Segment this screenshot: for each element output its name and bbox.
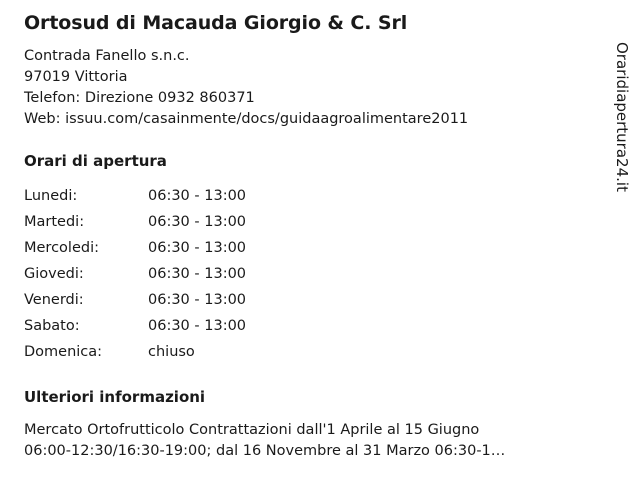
street-address: Contrada Fanello s.n.c.: [24, 48, 190, 64]
table-row: [24, 212, 348, 238]
site-brand-vertical: [606, 0, 634, 480]
day-label: Mercoledi:: [24, 240, 99, 256]
site-brand-label: Oraridiapertura24.it: [613, 42, 631, 192]
day-hours: 06:30 - 13:00: [148, 292, 247, 308]
day-label: Giovedi:: [24, 266, 84, 282]
opening-hours-heading: Orari di apertura: [24, 152, 167, 170]
day-hours: 06:30 - 13:00: [148, 240, 247, 256]
day-label: Martedi:: [24, 214, 85, 230]
day-label: Venerdi:: [24, 292, 84, 308]
table-row: [24, 186, 348, 212]
table-row: [24, 342, 348, 368]
day-hours: 06:30 - 13:00: [148, 188, 247, 204]
extra-info-line-1: Mercato Ortofrutticolo Contrattazioni dall'1 Aprile al 15 Giugno: [24, 422, 480, 438]
page-title: Ortosud di Macauda Giorgio & C. Srl: [24, 12, 408, 34]
day-label: Sabato:: [24, 318, 80, 334]
table-row: [24, 238, 348, 264]
address-block: [24, 46, 584, 130]
extra-info-line-2: 06:00-12:30/16:30-19:00; dal 16 Novembre al 31 Marzo 06:30-1…: [24, 443, 506, 459]
opening-hours-table: [24, 186, 348, 368]
extra-info-text: [24, 420, 584, 462]
city-address: 97019 Vittoria: [24, 69, 128, 85]
day-hours: 06:30 - 13:00: [148, 214, 247, 230]
website-line: Web: issuu.com/casainmente/docs/guidaagroalimentare2011: [24, 111, 469, 127]
day-label: Lunedi:: [24, 188, 78, 204]
table-row: [24, 290, 348, 316]
table-row: [24, 316, 348, 342]
business-card: [24, 10, 584, 462]
day-label: Domenica:: [24, 344, 103, 360]
day-hours: chiuso: [148, 344, 195, 360]
day-hours: 06:30 - 13:00: [148, 318, 247, 334]
phone-line: Telefon: Direzione 0932 860371: [24, 90, 255, 106]
extra-info-heading: Ulteriori informazioni: [24, 388, 206, 406]
day-hours: 06:30 - 13:00: [148, 266, 247, 282]
table-row: [24, 264, 348, 290]
